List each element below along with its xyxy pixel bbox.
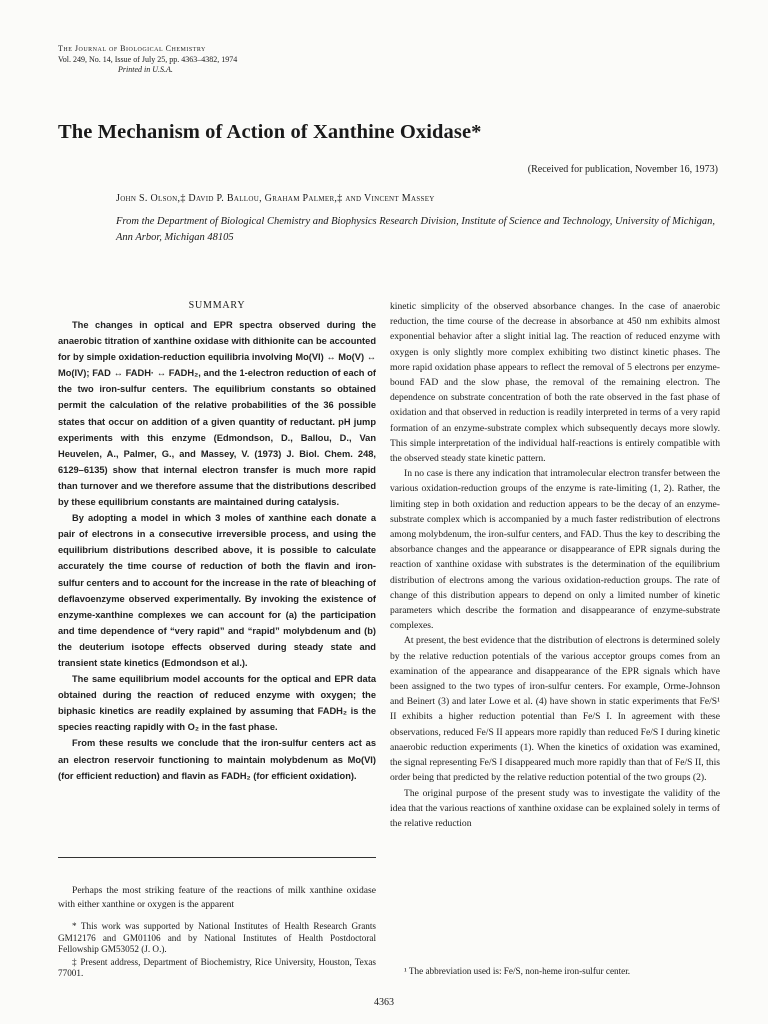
- journal-name: The Journal of Biological Chemistry: [58, 44, 206, 53]
- section-divider: [58, 857, 376, 858]
- journal-volume-line: Vol. 249, No. 14, Issue of July 25, pp. 4363–4382, 1974: [58, 54, 238, 64]
- body-paragraph: kinetic simplicity of the observed absorbance changes. In the case of anaerobic reduction, the time course of the decrease in absorbance at 450 nm exhibits almost exponential behavior after a slight initial lag. The reaction of reduced enzyme with oxygen is only slightly more complex exhibiting two distinct kinetic phases. The more rapid oxidation phase appears to reflect the removal of 5 electrons per enzyme-bound FAD and the slow phase, the removal of the remaining electron. The dependence on substrate concentration of both the rate observed in the fast phase of oxidation and that observed in reduction is readily interpreted in terms of a very rapid formation of an enzyme-substrate complex which subsequently decays more slowly. This simple interpretation of the individual half-reactions is entirely compatible with the observed steady state kinetic pattern.: [390, 301, 720, 465]
- footnote: ‡ Present address, Department of Biochemistry, Rice University, Houston, Texas 77001.: [58, 956, 376, 979]
- affiliation: From the Department of Biological Chemistry and Biophysics Research Division, Institute of Science and Technology, University of Michigan, Ann Arbor, Michigan 48105: [116, 216, 715, 243]
- received-date: (Received for publication, November 16, 1973): [527, 164, 718, 175]
- intro-paragraph: Perhaps the most striking feature of the reactions of milk xanthine oxidase with either xanthine or oxygen is the apparent: [58, 885, 376, 910]
- summary-paragraph: From these results we conclude that the iron-sulfur centers act as an electron reservoir functioning to maintain molybdenum as Mo(VI) (for efficient reduction) and flavin as FADH₂ (for efficient oxidation).: [58, 738, 376, 781]
- footnotes: [58, 921, 376, 981]
- right-column: [390, 299, 720, 831]
- page-number: 4363: [374, 997, 394, 1008]
- printed-in: Printed in U.S.A.: [118, 65, 173, 74]
- summary-heading: SUMMARY: [188, 300, 246, 311]
- abbreviation-footnote: ¹ The abbreviation used is: Fe/S, non-heme iron-sulfur center.: [404, 966, 631, 976]
- summary-paragraph: The changes in optical and EPR spectra observed during the anaerobic titration of xanthine oxidase with dithionite can be accounted for by simple oxidation-reduction equilibria involving Mo(VI) ↔ Mo(V) ↔ Mo(IV); FAD ↔ FADH· ↔ FADH₂, and the 1-electron reduction of each of the two iron-sulfur centers. The equilibrium constants so obtained permit the calculation of the relative probabilities of the 36 possible states that occur on addition of a given quantity of reductant. pH jump experiments with this enzyme (Edmondson, D., Ballou, D., Van Heuvelen, A., Palmer, G., and Massey, V. (1973) J. Biol. Chem. 248, 6129–6135) show that internal electron transfer is much more rapid than turnover and we therefore assume that the distributions described by these equilibrium constants are maintained during catalysis.: [58, 320, 376, 508]
- summary-section: [58, 300, 376, 784]
- article-title: The Mechanism of Action of Xanthine Oxidase*: [58, 121, 482, 143]
- journal-citation: [58, 44, 237, 76]
- summary-paragraph: By adopting a model in which 3 moles of xanthine each donate a pair of electrons in a consecutive irreversible process, and using the equilibrium distributions described above, it is possible to calculate accurately the time course of reduction of both the flavin and iron-sulfur centers and to account for the increase in the rate of bleaching of deflavoenzyme observed experimentally. By invoking the existence of enzyme-xanthine complexes we can account for (a) the participation and time dependence of “very rapid” and “rapid” molybdenum and (b) the deuterium isotope effects observed during steady state and transient state kinetics (Edmondson et al.).: [58, 513, 376, 668]
- body-paragraph: The original purpose of the present study was to investigate the validity of the idea that the various reactions of xanthine oxidase can be explained solely in terms of the relative reduction: [390, 787, 720, 829]
- footnote: * This work was supported by National Institutes of Health Research Grants GM12176 and GM01106 and by National Institutes of Health Postdoctoral Fellowship GM53052 (J. O.).: [58, 921, 376, 955]
- body-paragraph: In no case is there any indication that intramolecular electron transfer between the various oxidation-reduction groups of the enzyme is rate-limiting (1, 2). Rather, the limiting step in both oxidation and reduction appears to be the decay of an enzyme-substrate complex which is accompanied by a much faster redistribution of electrons among molybdenum, the iron-sulfur centers, and FAD. Thus the key to describing the absorbance changes and the appearance or disappearance of EPR signals during the reaction of xanthine oxidase with substrates is the determination of the equilibrium distribution of electrons among the various oxidation-reduction groups. The rate of change of this distribution appears to depend on only a limited number of kinetic parameters which describe the formation and disappearance of enzyme-substrate complexes.: [390, 468, 720, 632]
- summary-paragraph: The same equilibrium model accounts for the optical and EPR data obtained during the reaction of reduced enzyme with oxygen; the biphasic kinetics are readily explained by assuming that FADH₂ is the species reacting rapidly with O₂ in the fast phase.: [58, 674, 376, 733]
- body-paragraph: At present, the best evidence that the distribution of electrons is determined solely by the relative reduction potentials of the various acceptor groups comes from an examination of the appearance and disappearance of the EPR signals which have been assigned to the two types of iron-sulfur centers. For example, Orme-Johnson and Beinert (3) and later Lowe et al. (4) have shown in static experiments that Fe/S¹ II exhibits a higher reduction potential than Fe/S I. In agreement with these observations, reduced Fe/S II appears more rapidly than reduced Fe/S I during kinetic anaerobic reduction experiments (1). When the kinetics of oxidation was examined, the signal representing Fe/S I disappeared much more rapidly than that of Fe/S II, this order being that predicted by the relative reduction potential of the two groups (2).: [390, 635, 720, 784]
- author-list: John S. Olson,‡ David P. Ballou, Graham Palmer,‡ and Vincent Massey: [116, 193, 435, 204]
